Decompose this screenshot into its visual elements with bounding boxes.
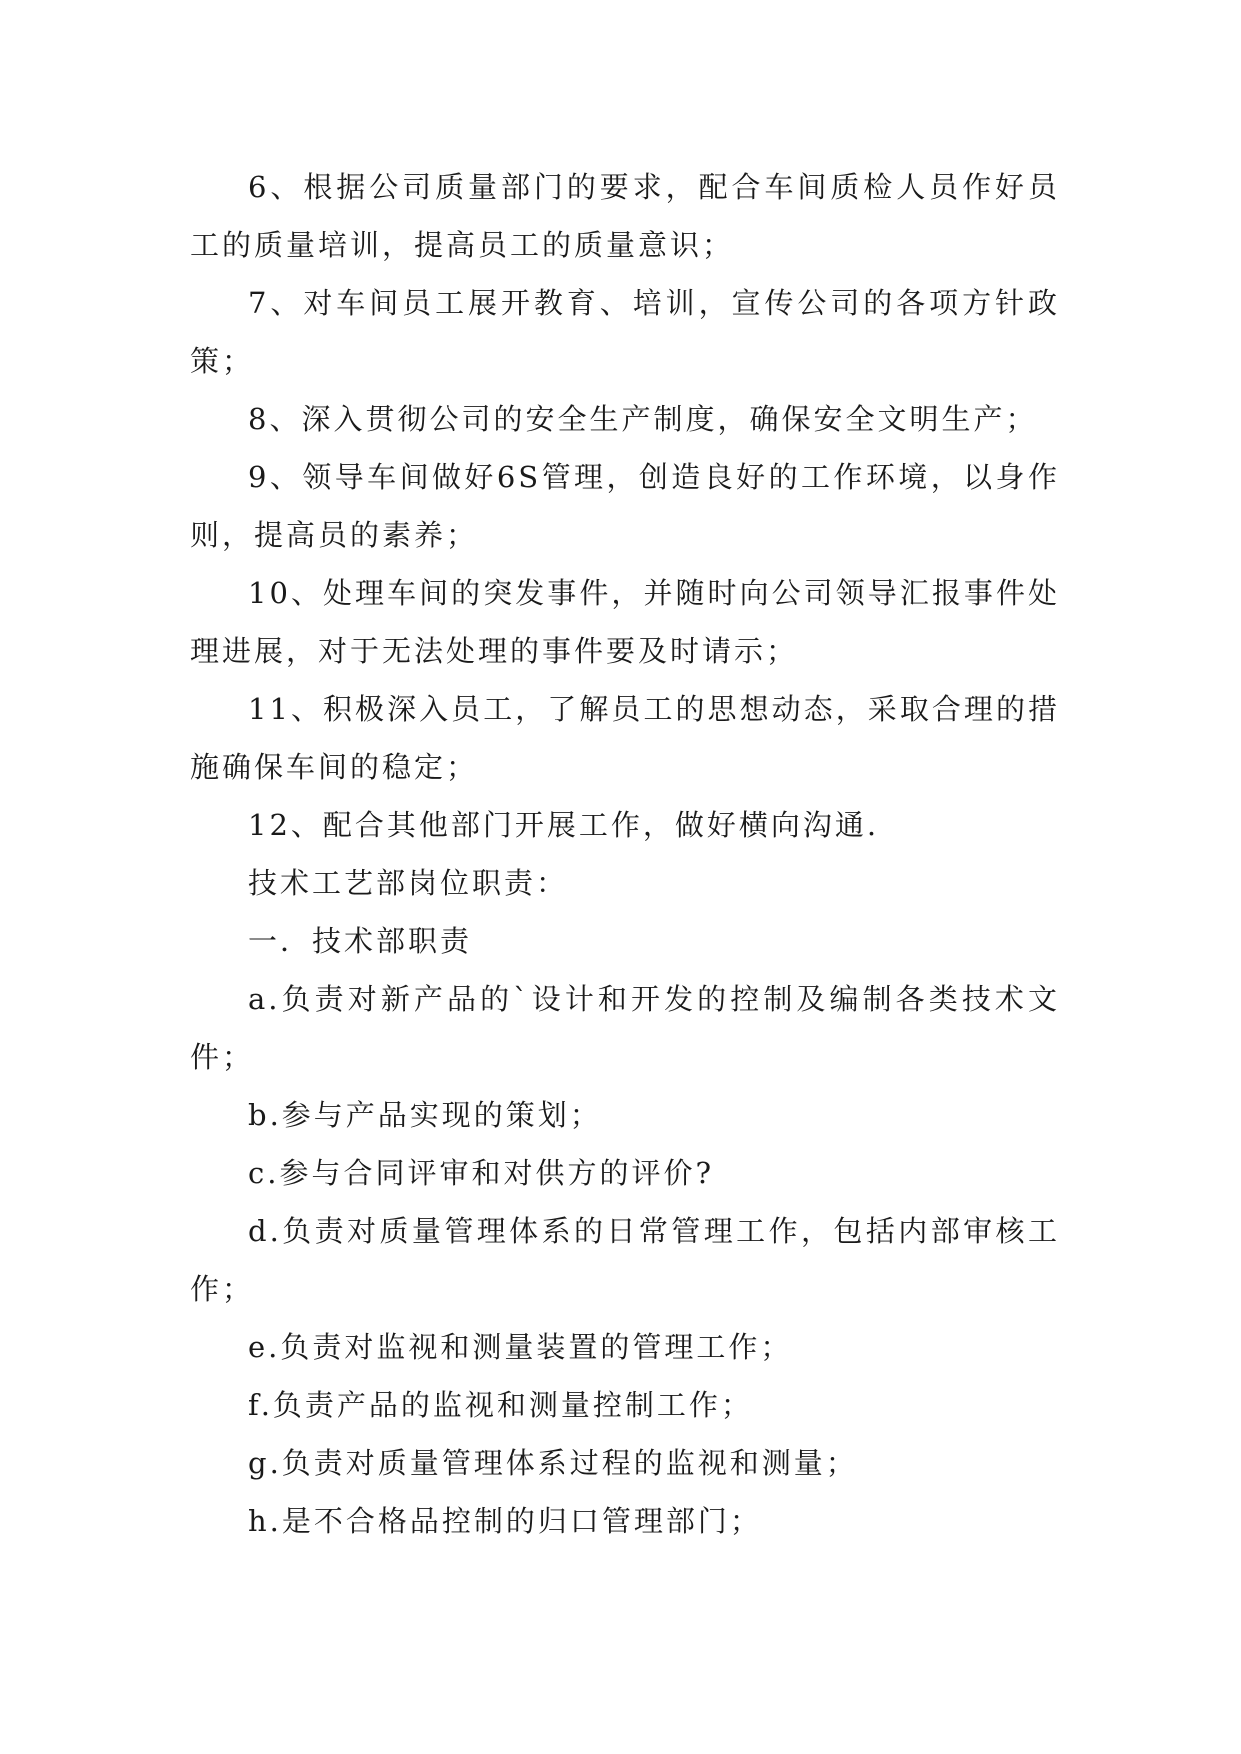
duty-item-a: a.负责对新产品的`设计和开发的控制及编制各类技术文件； xyxy=(190,982,1060,1074)
paragraph-item-12: 12、配合其他部门开展工作，做好横向沟通. xyxy=(248,808,880,842)
duty-item-b: b.参与产品实现的策划； xyxy=(248,1098,602,1132)
duty-item-d: d.负责对质量管理体系的日常管理工作，包括内部审核工作； xyxy=(190,1214,1060,1306)
duty-item-g: g.负责对质量管理体系过程的监视和测量； xyxy=(248,1446,858,1480)
duty-item-c: c.参与合同评审和对供方的评价? xyxy=(248,1156,715,1190)
section-heading-tech-dept: 技术工艺部岗位职责： xyxy=(248,866,569,900)
paragraph-item-6: 6、根据公司质量部门的要求，配合车间质检人员作好员工的质量培训，提高员工的质量意识； xyxy=(190,170,1060,262)
paragraph-item-8: 8、深入贯彻公司的安全生产制度，确保安全文明生产； xyxy=(248,402,1038,436)
paragraph-item-11: 11、积极深入员工，了解员工的思想动态，采取合理的措施确保车间的稳定； xyxy=(190,692,1060,784)
document-page xyxy=(190,158,1060,1550)
duty-item-f: f.负责产品的监视和测量控制工作； xyxy=(248,1388,753,1422)
duty-item-h: h.是不合格品控制的归口管理部门； xyxy=(248,1504,762,1538)
duty-item-e: e.负责对监视和测量装置的管理工作； xyxy=(248,1330,793,1364)
paragraph-item-10: 10、处理车间的突发事件，并随时向公司领导汇报事件处理进展，对于无法处理的事件要及时请示； xyxy=(190,576,1060,668)
subsection-heading-tech-duties: 一．技术部职责 xyxy=(248,924,473,958)
paragraph-item-7: 7、对车间员工展开教育、培训，宣传公司的各项方针政策； xyxy=(190,286,1060,378)
paragraph-item-9: 9、领导车间做好6S管理，创造良好的工作环境，以身作则，提高员的素养； xyxy=(190,460,1060,552)
